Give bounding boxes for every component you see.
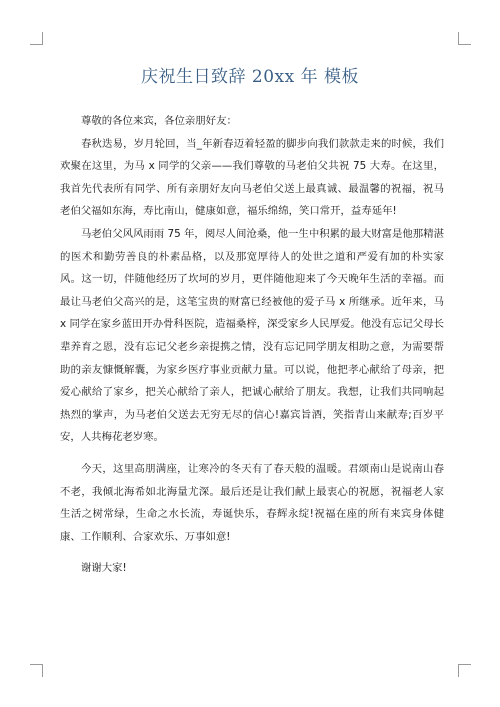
- crop-mark-bottom-right: [458, 664, 471, 677]
- crop-mark-top-right: [458, 32, 471, 45]
- crop-mark-top-left: [30, 32, 43, 45]
- paragraph-thanks: 谢谢大家!: [81, 562, 127, 575]
- crop-mark-bottom-left: [30, 664, 43, 677]
- document-title: 庆祝生日致辞 20xx 年 模板: [140, 67, 360, 87]
- salutation: 尊敬的各位来宾，各位亲朋好友：: [81, 115, 237, 127]
- document-body: [60, 110, 444, 580]
- paragraph-closing: 今天，这里高朋满座，让寒冷的冬天有了春天般的温暖。君颂南山是说南山春不老，我倾北海希如北海量尤深。最后还是让我们献上最衷心的祝愿，祝福老人家生活之树常绿，生命之水长流，寿诞快乐，春辉永绽!祝福在座的所有来宾身体健康、工作顺利、合家欢乐、万事如意!: [60, 462, 444, 543]
- paragraph-opening: 春秋迭易，岁月轮回，当_年新春迈着轻盈的脚步向我们款款走来的时候，我们欢聚在这里，为马 x 同学的父亲——我们尊敬的马老伯父共祝 75 大寿。在这里，我首先代表所有同学、所有亲朋好友向马老伯父送上最真诚、最温馨的祝福，祝马老伯父福如东海，寿比南山，健康如意，福乐绵绵，笑口常开，益寿延年!: [60, 137, 444, 218]
- paragraph-tribute: 马老伯父风风雨雨 75 年，阅尽人间沧桑，他一生中积累的最大财富是他那精湛的医术和勤劳善良的朴素品格，以及那宽厚待人的处世之道和严爱有加的朴实家风。这一切，伴随他经历了坎坷的岁月，更伴随他迎来了今天晚年生活的幸福。而最让马老伯父高兴的是，这笔宝贵的财富已经被他的爱子马 x 所继承。近年来，马 x 同学在家乡蓝田开办骨科医院，造福桑梓，深受家乡人民厚爱。他没有忘记父母长辈养育之恩，没有忘记父老乡亲提携之情，没有忘记同学朋友相助之意，为需要帮助的亲友慷慨解囊，为家乡医疗事业贡献力量。可以说，他把孝心献给了母亲，把爱心献给了家乡，把关心献给了亲人，把诚心献给了朋友。我想，让我们共同响起热烈的掌声，为马老伯父送去无穷无尽的信心!嘉宾旨酒，笑指青山来献寿;百岁平安，人共梅花老岁寒。: [60, 227, 444, 444]
